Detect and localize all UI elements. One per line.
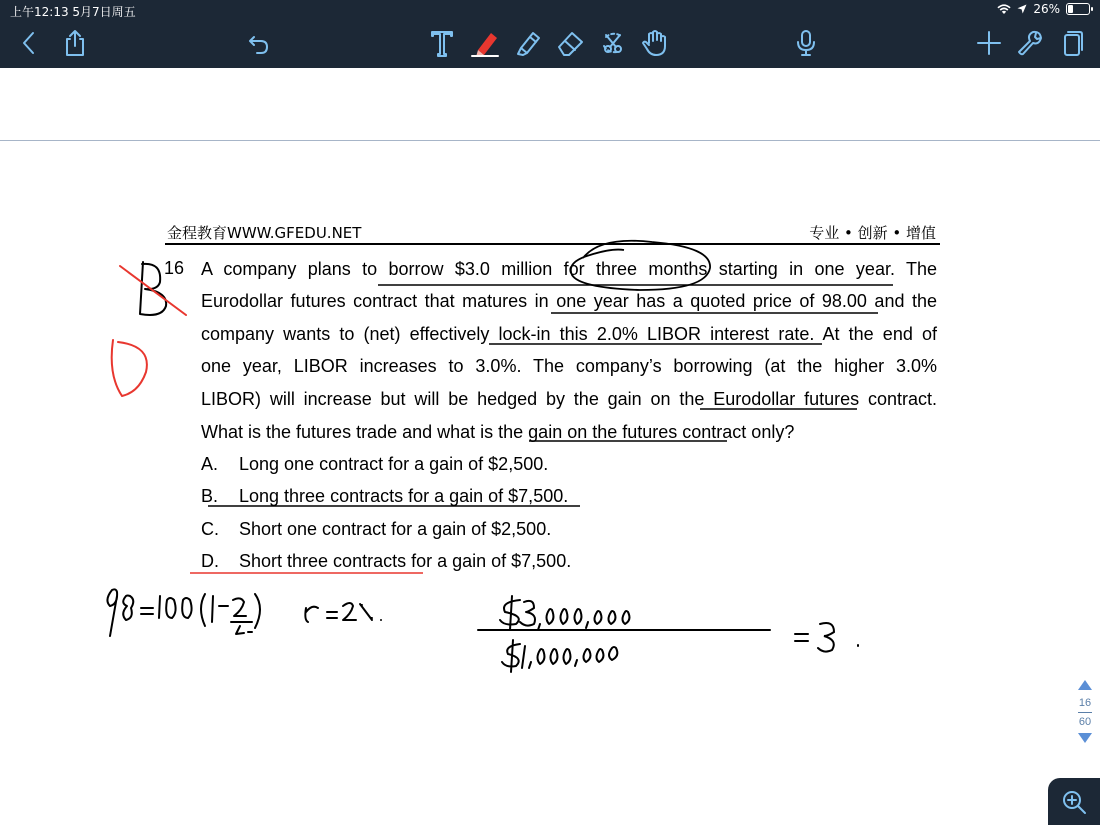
option-letter: B.: [201, 486, 219, 506]
question-line: LIBOR) will increase but will be hedged by the gain on the Eurodollar futures contract.: [201, 389, 937, 409]
highlighter-tool-icon: [513, 28, 543, 58]
option-text: Short one contract for a gain of $2,500.: [239, 519, 552, 539]
option-text: Long three contracts for a gain of $7,500.: [239, 486, 569, 506]
page-down-icon[interactable]: [1078, 733, 1092, 743]
microphone-icon: [791, 28, 821, 58]
app-toolbar: [0, 0, 1100, 68]
pages-icon: [1057, 28, 1087, 58]
highlighter-tool-button[interactable]: [511, 26, 545, 60]
text-tool-icon: [427, 28, 457, 58]
option-letter: D.: [201, 551, 219, 571]
undo-button[interactable]: [242, 26, 276, 60]
eraser-tool-icon: [555, 28, 585, 58]
text-tool-button[interactable]: [425, 26, 459, 60]
lasso-tool-icon: [598, 28, 628, 58]
hand-tool-button[interactable]: [637, 26, 671, 60]
document-header-left: 金程教育WWW.GFEDU.NET: [167, 224, 362, 242]
zoom-button[interactable]: [1048, 778, 1100, 825]
option-text: Long one contract for a gain of $2,500.: [239, 454, 549, 474]
add-page-button[interactable]: [972, 26, 1006, 60]
question-number: 16: [164, 258, 185, 278]
undo-icon: [244, 28, 274, 58]
location-icon: [1017, 4, 1027, 14]
pen-tool-button[interactable]: [468, 26, 502, 60]
question-line: company wants to (net) effectively lock-in this 2.0% LIBOR interest rate. At the end of: [201, 324, 937, 344]
handwritten-fraction: [478, 596, 770, 630]
back-icon: [14, 28, 44, 58]
option-c: [201, 519, 551, 540]
share-button[interactable]: [58, 26, 92, 60]
status-bar: [0, 0, 1100, 20]
lasso-tool-button[interactable]: [596, 26, 630, 60]
wifi-icon: [997, 4, 1011, 15]
settings-button[interactable]: [1013, 26, 1047, 60]
question-line: one year, LIBOR increases to 3.0%. The company’s borrowing (at the higher 3.0%: [201, 356, 937, 376]
handwritten-formula: [107, 589, 381, 636]
question-line: What is the futures trade and what is the gain on the futures contract only?: [201, 422, 795, 442]
battery-icon: [1066, 3, 1090, 15]
battery-percent: 26%: [1033, 2, 1060, 16]
option-letter: C.: [201, 519, 219, 539]
current-page: 16: [1078, 697, 1092, 709]
option-b: [201, 486, 568, 507]
status-time: 上午12:13 5月7日周五: [10, 5, 136, 19]
zoom-in-icon: [1061, 789, 1087, 815]
handwritten-answer-final: [112, 340, 147, 396]
add-icon: [974, 28, 1004, 58]
page-separator: [0, 140, 1100, 141]
back-button[interactable]: [12, 26, 46, 60]
eraser-tool-button[interactable]: [553, 26, 587, 60]
option-letter: A.: [201, 454, 219, 474]
wrench-icon: [1015, 28, 1045, 58]
header-rule: [165, 243, 940, 245]
option-a: [201, 454, 548, 475]
handwritten-result: [795, 623, 858, 652]
hand-tool-icon: [639, 28, 669, 58]
question-line: Eurodollar futures contract that matures in one year has a quoted price of 98.00 and the: [201, 291, 937, 311]
status-right: [997, 2, 1090, 16]
microphone-button[interactable]: [789, 26, 823, 60]
share-icon: [60, 28, 90, 58]
option-d: [201, 551, 571, 572]
question-line: A company plans to borrow $3.0 million for three months starting in one year. The: [201, 259, 937, 279]
pages-button[interactable]: [1055, 26, 1089, 60]
handwritten-fraction-denominator: [502, 640, 617, 672]
page-divider: [1078, 712, 1092, 713]
page-indicator: [1072, 680, 1098, 770]
option-text: Short three contracts for a gain of $7,500.: [239, 551, 572, 571]
document-header-right: 专业 • 创新 • 增值: [809, 224, 936, 242]
total-pages: 60: [1078, 716, 1092, 728]
page-up-icon[interactable]: [1078, 680, 1092, 690]
pen-tool-icon: [470, 28, 500, 58]
